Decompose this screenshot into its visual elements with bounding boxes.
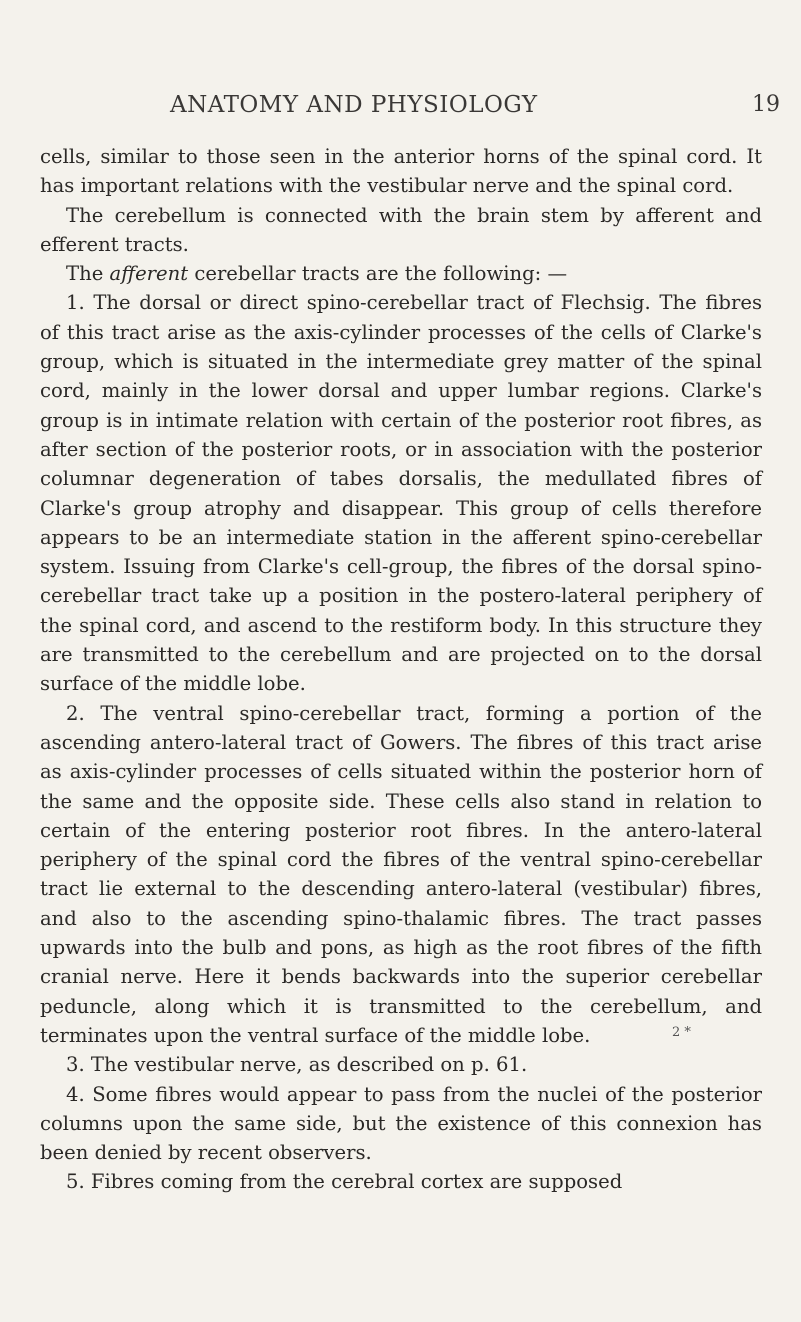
paragraph-cerebellum-connections: The cerebellum is connected with the brain stem by afferent and efferent tracts. xyxy=(40,203,762,256)
running-title: ANATOMY AND PHYSIOLOGY xyxy=(170,92,538,118)
paragraph-continuation: cells, similar to those seen in the anterior horns of the spinal cord. It has important relations with the vestibular nerve and the spinal cord. xyxy=(40,145,762,198)
afferent-emphasis: afferent xyxy=(109,262,189,286)
paragraph-item-4: 4. Some fibres would appear to pass from the nuclei of the posterior columns upon the same side, but the existence of this connexion has been denied by recent observers. xyxy=(40,1082,762,1165)
paragraph-item-5: 5. Fibres coming from the cerebral cortex are supposed xyxy=(66,1170,623,1194)
paragraph-item-2: 2. The ventral spino-cerebellar tract, forming a portion of the ascending antero-lateral tract of Gowers. The fibres of this tract arise as axis-cylinder processes of cells situated within the posterior horn of the same and the opposite side. These cells also stand in relation to certain of the entering posterior root fibres. In the antero-lateral periphery of the spinal cord the fibres of the ventral spino-cerebellar tract lie external to the descending antero-lateral (vestibular) fibres, and also to the ascending spino-thalamic fibres. The tract passes upwards into the bulb and pons, as high as the root fibres of the fifth cranial nerve. Here it bends backwards into the superior cerebellar peduncle, along which it is transmitted to the cerebellum, and terminates upon the ventral surface of the middle lobe. xyxy=(40,701,762,1047)
paragraph-item-1: 1. The dorsal or direct spino-cerebellar tract of Flechsig. The fibres of this tract arise as the axis-cylinder processes of the cells of Clarke's group, which is situated in the intermediate grey matter of the spinal cord, mainly in the lower dorsal and upper lumbar regions. Clarke's group is in intimate relation with certain of the posterior root fibres, as after section of the posterior roots, or in association with the posterior columnar degeneration of tabes dorsalis, the medullated fibres of Clarke's group atrophy and disappear. This group of cells therefore appears to be an intermediate station in the afferent spino-cerebellar system. Issuing from Clarke's cell-group, the fibres of the dorsal spino-cerebellar tract take up a position in the postero-lateral periphery of the spinal cord, and ascend to the restiform body. In this structure they are transmitted to the cerebellum and are projected on to the dorsal surface of the middle lobe. xyxy=(40,291,762,696)
signature-mark: 2 * xyxy=(672,1025,691,1040)
body-text xyxy=(40,142,762,1197)
page-number: 19 xyxy=(752,92,780,117)
running-head xyxy=(0,92,801,122)
paragraph-item-3: 3. The vestibular nerve, as described on p. 61. xyxy=(66,1053,528,1077)
paragraph-afferent-intro: The afferent cerebellar tracts are the following: — xyxy=(66,262,568,286)
